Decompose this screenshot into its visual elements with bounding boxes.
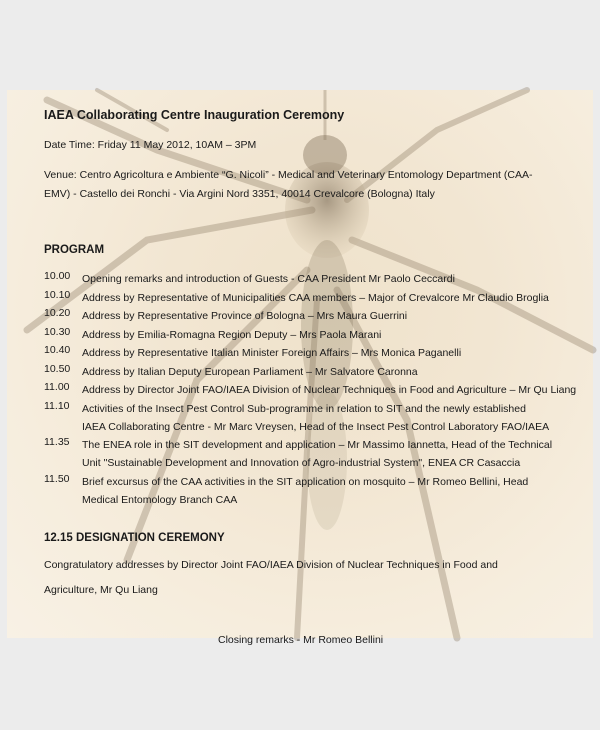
program-time: 10.20	[44, 307, 71, 319]
program-description: Opening remarks and introduction of Guests - CAA President Mr Paolo Ceccardi	[82, 273, 455, 285]
program-time: 10.50	[44, 363, 71, 375]
program-description: Address by Representative of Municipalities CAA members – Major of Crevalcore Mr Claudio Broglia	[82, 292, 549, 304]
program-time: 10.10	[44, 289, 71, 301]
date-time-line: Date Time: Friday 11 May 2012, 10AM – 3PM	[44, 139, 257, 151]
designation-line-1: Congratulatory addresses by Director Joint FAO/IAEA Division of Nuclear Techniques in Food and	[44, 559, 498, 571]
program-time: 10.30	[44, 326, 71, 338]
program-description: Brief excursus of the CAA activities in the SIT application on mosquito – Mr Romeo Bellini, Head	[82, 476, 529, 488]
document-content	[7, 90, 593, 646]
program-time: 11.35	[44, 436, 70, 448]
program-description-continued: Medical Entomology Branch CAA	[82, 494, 238, 506]
designation-heading: 12.15 DESIGNATION CEREMONY	[44, 532, 225, 544]
program-time: 10.40	[44, 344, 71, 356]
program-description: Address by Emilia-Romagna Region Deputy – Mrs Paola Marani	[82, 329, 382, 341]
program-description-continued: Unit "Sustainable Development and Innovation of Agro-industrial System", ENEA CR Casaccia	[82, 457, 521, 469]
program-time: 10.00	[44, 270, 71, 282]
program-time: 11.50	[44, 473, 70, 485]
closing-remarks: Closing remarks - Mr Romeo Bellini	[218, 634, 384, 646]
program-time: 11.10	[44, 400, 70, 412]
program-description: Address by Director Joint FAO/IAEA Division of Nuclear Techniques in Food and Agriculture – Mr Qu Liang	[82, 384, 577, 396]
program-time: 11.00	[44, 381, 70, 393]
program-description: Activities of the Insect Pest Control Sub-programme in relation to SIT and the newly established	[82, 403, 526, 415]
document-page	[7, 90, 593, 646]
document-title: IAEA Collaborating Centre Inauguration Ceremony	[44, 108, 345, 122]
program-description: Address by Italian Deputy European Parliament – Mr Salvatore Caronna	[82, 366, 418, 378]
program-heading: PROGRAM	[44, 244, 105, 256]
program-description: Address by Representative Province of Bologna – Mrs Maura Guerrini	[82, 310, 408, 322]
designation-line-2: Agriculture, Mr Qu Liang	[44, 584, 158, 596]
venue-line-2: EMV) - Castello dei Ronchi - Via Argini Nord 3351, 40014 Crevalcore (Bologna) Italy	[44, 188, 435, 200]
program-description-continued: IAEA Collaborating Centre - Mr Marc Vreysen, Head of the Insect Pest Control Laboratory FAO/IAEA	[82, 421, 550, 433]
program-description: The ENEA role in the SIT development and application – Mr Massimo Iannetta, Head of the Technical	[82, 439, 553, 451]
venue-line-1: Venue: Centro Agricoltura e Ambiente “G. Nicoli” - Medical and Veterinary Entomology Department (CAA-	[44, 169, 533, 181]
program-description: Address by Representative Italian Minister Foreign Affairs – Mrs Monica Paganelli	[82, 347, 462, 359]
